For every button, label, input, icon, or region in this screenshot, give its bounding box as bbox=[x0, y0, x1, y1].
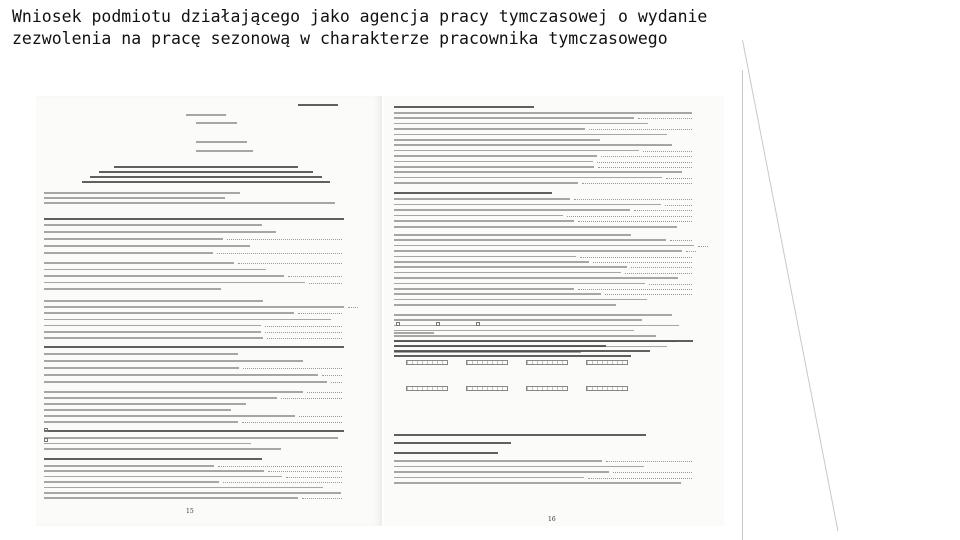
scan-text-line bbox=[44, 306, 344, 308]
scan-text-line bbox=[394, 314, 672, 316]
scan-text-line bbox=[44, 403, 246, 405]
scan-text-line bbox=[394, 277, 678, 279]
scan-text-line bbox=[99, 171, 314, 173]
scan-text-line bbox=[394, 283, 645, 285]
scan-text-line bbox=[394, 182, 578, 184]
scan-text-line bbox=[394, 299, 647, 301]
scan-text-line bbox=[394, 319, 642, 321]
document-page-left bbox=[36, 96, 382, 526]
scan-text-line bbox=[44, 391, 303, 393]
scan-dotted-fill bbox=[217, 253, 342, 254]
scan-dotted-fill bbox=[265, 332, 342, 333]
scan-text-line bbox=[44, 238, 223, 240]
scan-text-line bbox=[44, 497, 298, 499]
scan-text-line bbox=[44, 360, 303, 362]
scan-dotted-fill bbox=[218, 466, 342, 467]
scan-date-grid bbox=[406, 386, 448, 391]
scan-text-line bbox=[394, 452, 498, 454]
scan-dotted-fill bbox=[649, 284, 692, 285]
scan-text-line bbox=[44, 458, 262, 460]
scan-text-line bbox=[394, 215, 563, 217]
scan-text-line bbox=[394, 134, 667, 136]
scan-text-line bbox=[44, 337, 263, 339]
scan-dotted-fill bbox=[578, 221, 692, 222]
scan-date-grid bbox=[466, 386, 508, 391]
scan-text-line bbox=[394, 256, 576, 258]
scan-text-line bbox=[44, 476, 282, 478]
scan-text-line bbox=[394, 198, 570, 200]
scan-text-line bbox=[394, 293, 601, 295]
scan-text-line bbox=[44, 367, 239, 369]
scan-dotted-fill bbox=[625, 273, 692, 274]
scan-text-line bbox=[394, 482, 681, 484]
scan-text-line bbox=[44, 262, 234, 264]
scan-text-line bbox=[394, 340, 693, 342]
scan-dotted-fill bbox=[281, 398, 342, 399]
scan-dotted-fill bbox=[307, 392, 342, 393]
scan-dotted-fill bbox=[299, 416, 342, 417]
scan-dotted-fill bbox=[686, 251, 696, 252]
scan-text-line bbox=[196, 150, 253, 152]
decorative-vertical-line bbox=[742, 70, 743, 540]
scan-dotted-fill bbox=[288, 276, 342, 277]
scan-dotted-fill bbox=[643, 151, 692, 152]
scan-text-line bbox=[394, 220, 574, 222]
scan-text-line bbox=[394, 106, 534, 108]
scan-dotted-fill bbox=[265, 326, 342, 327]
scan-text-line bbox=[44, 409, 231, 411]
scan-text-line bbox=[44, 353, 238, 355]
scan-dotted-fill bbox=[322, 375, 342, 376]
scan-checkbox bbox=[396, 322, 400, 326]
scan-checkbox bbox=[44, 438, 48, 442]
scan-date-grid bbox=[586, 360, 628, 365]
slide-title-line-2: zezwolenia na pracę sezonową w charakterze pracownika tymczasowego bbox=[12, 29, 668, 48]
scan-dotted-fill bbox=[638, 118, 692, 119]
scan-text-line bbox=[394, 442, 511, 444]
scan-text-line bbox=[44, 331, 261, 333]
scan-text-line bbox=[186, 114, 226, 116]
scan-text-line bbox=[394, 345, 606, 347]
scan-text-line bbox=[394, 250, 682, 252]
scan-checkbox bbox=[436, 322, 440, 326]
scan-dotted-fill bbox=[698, 246, 708, 247]
scan-text-line bbox=[44, 300, 263, 302]
scan-dotted-fill bbox=[302, 498, 342, 499]
scan-dotted-fill bbox=[567, 216, 692, 217]
scan-text-line bbox=[394, 288, 574, 290]
scan-text-line bbox=[394, 128, 585, 130]
scan-dotted-fill bbox=[613, 472, 692, 473]
scan-text-line bbox=[394, 234, 631, 236]
scan-text-line bbox=[394, 117, 634, 119]
scan-text-line bbox=[44, 218, 344, 220]
scan-text-line bbox=[44, 421, 238, 423]
scan-text-line bbox=[394, 304, 616, 306]
scan-text-line bbox=[44, 231, 276, 233]
scan-text-line bbox=[44, 487, 323, 489]
scan-text-line bbox=[44, 275, 284, 277]
scan-dotted-fill bbox=[666, 178, 692, 179]
scan-text-line bbox=[394, 239, 666, 241]
scan-text-line bbox=[82, 181, 331, 183]
scan-text-line bbox=[44, 397, 277, 399]
scan-text-line bbox=[394, 150, 639, 152]
scan-text-line bbox=[394, 209, 630, 211]
scan-dotted-fill bbox=[593, 262, 692, 263]
scan-text-line bbox=[44, 282, 305, 284]
scan-text-line bbox=[394, 272, 621, 274]
scan-text-line bbox=[394, 155, 597, 157]
scan-text-line bbox=[44, 312, 294, 314]
slide-title-line-1: Wniosek podmiotu działającego jako agencja pracy tymczasowej o wydanie bbox=[12, 7, 708, 26]
scan-text-line bbox=[44, 374, 318, 376]
scan-text-line bbox=[394, 166, 594, 168]
document-page-right bbox=[384, 96, 724, 526]
scan-dotted-fill bbox=[223, 482, 342, 483]
scan-date-grid bbox=[406, 360, 448, 365]
scan-text-line bbox=[394, 192, 552, 194]
scan-dotted-fill bbox=[298, 313, 342, 314]
scan-text-line bbox=[44, 415, 295, 417]
scan-dotted-fill bbox=[286, 477, 342, 478]
scan-dotted-fill bbox=[601, 156, 692, 157]
scan-dotted-fill bbox=[605, 294, 692, 295]
scan-text-line bbox=[44, 288, 221, 290]
scan-text-line bbox=[394, 477, 584, 479]
scan-dotted-fill bbox=[227, 239, 342, 240]
page-number-right: 16 bbox=[548, 516, 556, 523]
scan-text-line bbox=[44, 430, 344, 432]
scan-text-line bbox=[394, 335, 656, 337]
scan-checkbox bbox=[476, 322, 480, 326]
scan-text-line bbox=[394, 139, 600, 141]
scan-text-line bbox=[394, 466, 644, 468]
scan-text-line bbox=[394, 434, 646, 436]
scan-dotted-fill bbox=[670, 240, 692, 241]
scan-text-line bbox=[44, 245, 250, 247]
scan-text-line bbox=[394, 144, 672, 146]
scan-text-line bbox=[394, 245, 694, 247]
scan-text-line bbox=[394, 112, 692, 114]
scan-text-line bbox=[394, 123, 648, 125]
scan-text-line bbox=[44, 443, 251, 445]
scan-text-line bbox=[394, 332, 434, 334]
scan-text-line bbox=[44, 325, 261, 327]
scan-text-line bbox=[44, 319, 331, 321]
scan-text-line bbox=[44, 252, 213, 254]
scan-dotted-fill bbox=[589, 129, 692, 130]
scan-dotted-fill bbox=[243, 368, 342, 369]
scan-text-line bbox=[394, 261, 589, 263]
scan-text-line bbox=[114, 166, 298, 168]
scan-dotted-fill bbox=[267, 338, 342, 339]
scan-dotted-fill bbox=[665, 205, 692, 206]
decorative-diagonal-line bbox=[742, 40, 839, 531]
scan-text-line bbox=[44, 481, 219, 483]
scan-text-line bbox=[44, 492, 341, 494]
scan-text-line bbox=[44, 346, 344, 348]
slide-title bbox=[12, 6, 732, 50]
scan-text-line bbox=[90, 176, 323, 178]
scan-text-line bbox=[394, 471, 609, 473]
scan-text-line bbox=[44, 437, 338, 439]
scan-text-line bbox=[196, 141, 247, 143]
scan-date-grid bbox=[526, 386, 568, 391]
scan-dotted-fill bbox=[309, 283, 342, 284]
scan-dotted-fill bbox=[578, 289, 692, 290]
scan-text-line bbox=[44, 192, 240, 194]
scan-dotted-fill bbox=[580, 257, 692, 258]
scan-text-line bbox=[394, 266, 627, 268]
scan-text-line bbox=[298, 104, 338, 106]
scan-dotted-fill bbox=[242, 422, 342, 423]
scan-checkbox bbox=[44, 428, 48, 432]
scan-dotted-fill bbox=[597, 162, 692, 163]
scan-dotted-fill bbox=[588, 478, 692, 479]
scan-text-line bbox=[44, 197, 225, 199]
scan-dotted-fill bbox=[238, 263, 342, 264]
scan-text-line bbox=[394, 204, 661, 206]
scan-text-line bbox=[394, 161, 593, 163]
scan-date-grid bbox=[586, 386, 628, 391]
scan-dotted-fill bbox=[606, 461, 692, 462]
scan-text-line bbox=[394, 226, 677, 228]
scan-text-line bbox=[394, 177, 662, 179]
scan-text-line bbox=[44, 448, 281, 450]
scan-text-line bbox=[44, 269, 266, 271]
scan-dotted-fill bbox=[348, 307, 358, 308]
scan-dotted-fill bbox=[634, 210, 692, 211]
scan-dotted-fill bbox=[268, 471, 342, 472]
scan-dotted-fill bbox=[574, 199, 692, 200]
scan-text-line bbox=[394, 350, 650, 352]
scan-dotted-fill bbox=[631, 267, 692, 268]
scan-text-line bbox=[44, 224, 262, 226]
scan-text-line bbox=[44, 465, 214, 467]
scan-text-line bbox=[394, 355, 631, 357]
page-number-left: 15 bbox=[186, 508, 194, 515]
scan-text-line bbox=[394, 171, 682, 173]
scan-text-line bbox=[394, 460, 602, 462]
scan-date-grid bbox=[466, 360, 508, 365]
scan-text-line bbox=[44, 202, 335, 204]
scan-text-line bbox=[44, 470, 264, 472]
scan-date-grid bbox=[526, 360, 568, 365]
scan-dotted-fill bbox=[598, 167, 692, 168]
scan-text-line bbox=[44, 381, 327, 383]
scan-text-line bbox=[196, 122, 237, 124]
scan-dotted-fill bbox=[331, 382, 342, 383]
scan-dotted-fill bbox=[582, 183, 692, 184]
